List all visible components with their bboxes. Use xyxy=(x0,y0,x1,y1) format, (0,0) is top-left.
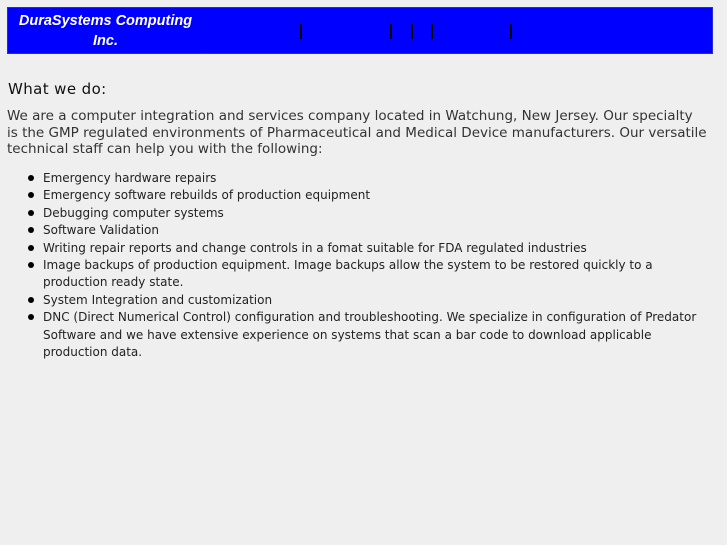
list-item: Emergency software rebuilds of production equipment xyxy=(27,187,699,204)
section-heading: What we do: xyxy=(8,80,107,98)
nav-separator xyxy=(431,24,433,39)
nav-separator xyxy=(390,24,392,39)
nav-bar xyxy=(204,8,712,53)
services-list xyxy=(27,170,699,361)
company-name-line2: Inc. xyxy=(93,33,118,49)
site-header xyxy=(7,7,713,54)
list-item: Emergency hardware repairs xyxy=(27,170,699,187)
list-item: Software Validation xyxy=(27,222,699,239)
list-item: System Integration and customization xyxy=(27,292,699,309)
list-item: Debugging computer systems xyxy=(27,205,699,222)
nav-separator xyxy=(510,24,512,39)
company-name-line1: DuraSystems Computing xyxy=(18,13,193,29)
list-item: Writing repair reports and change controls in a fomat suitable for FDA regulated industries xyxy=(27,240,699,257)
intro-paragraph: We are a computer integration and services company located in Watchung, New Jersey. Our specialty is the GMP regulated environments of Pharmaceutical and Medical Device manufacturers. Our versatile technical staff can help you with the following: xyxy=(7,108,707,157)
company-logo[interactable] xyxy=(8,8,204,53)
nav-separator xyxy=(411,24,413,39)
list-item: DNC (Direct Numerical Control) configuration and troubleshooting. We specialize in configuration of Predator Software and we have extensive experience on systems that scan a bar code to download applicable production data. xyxy=(27,309,699,361)
nav-separator xyxy=(300,24,302,39)
list-item: Image backups of production equipment. Image backups allow the system to be restored quickly to a production ready state. xyxy=(27,257,699,292)
